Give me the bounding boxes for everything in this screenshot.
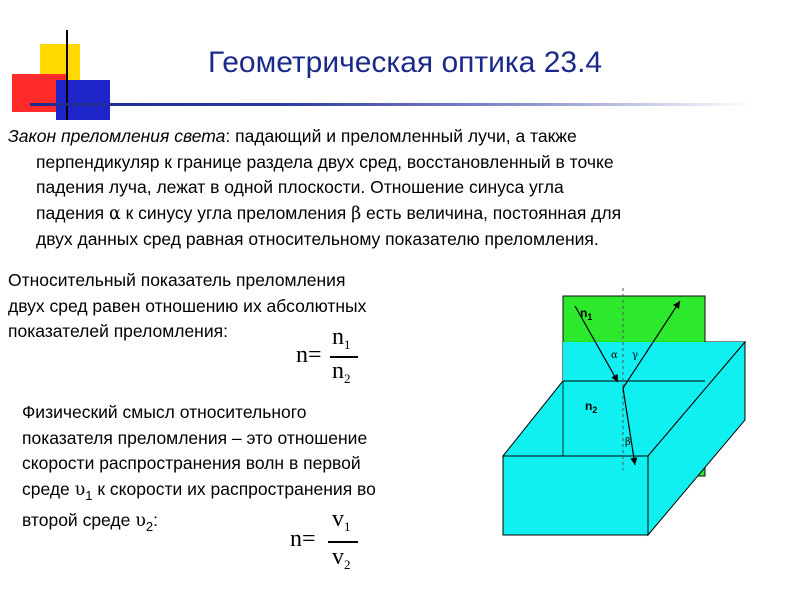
formula2-numerator: $v_1$: [332, 506, 351, 534]
label-gamma: γ: [632, 350, 638, 361]
deco-vertical-line: [66, 30, 68, 120]
title-underline: [30, 103, 752, 106]
physical-meaning-paragraph: Физический смысл относительного показателя преломления – это отношение скорости распространения волн в первой среде $\upsilon_1$ к скорости их распространения во второй среде $\upsilon_2$:: [22, 402, 376, 534]
alpha-symbol: α: [108, 203, 121, 224]
formula2-denominator: $v_2$: [332, 544, 351, 572]
block-front-face: [503, 456, 648, 535]
label-n2: $n_2$: [585, 399, 598, 415]
upsilon1-symbol: υ: [74, 479, 86, 500]
para1-line1: Закон преломления света: падающий и преломленный лучи, а также: [8, 126, 577, 146]
label-beta: β: [625, 437, 631, 448]
formula-n-ratio: [296, 326, 366, 388]
para1-line5: двух данных сред равная относительному показателю преломления.: [36, 229, 599, 249]
para1-line4: падения α к синусу угла преломления β есть величина, постоянная для: [36, 202, 622, 224]
para1-line2: перпендикуляр к границе раздела двух сред, восстановленный в точке: [36, 151, 614, 172]
formula1-lhs: n=: [296, 342, 322, 368]
page-title: Геометрическая оптика 23.4: [208, 46, 603, 79]
deco-blue-square: [56, 80, 110, 120]
label-n1: $n_1$: [580, 306, 593, 322]
law-term: Закон преломления света: [8, 126, 226, 146]
formula1-denominator: $n_2$: [332, 358, 351, 386]
refraction-diagram: [480, 276, 780, 546]
para1-line3: падения луча, лежат в одной плоскости. Отношение синуса угла: [36, 177, 564, 197]
relative-index-paragraph: Относительный показатель преломления двух сред равен отношению их абсолютных показателей преломления:: [8, 270, 367, 341]
formula2-fraction-bar: [328, 541, 358, 543]
label-alpha: α: [611, 350, 618, 361]
formula-v-ratio: [290, 508, 370, 580]
beta-symbol: β: [351, 203, 362, 224]
refraction-law-paragraph: [8, 124, 778, 253]
upsilon2-symbol: υ: [135, 511, 146, 531]
formula1-numerator: $n_1$: [332, 324, 351, 352]
formula2-lhs: n=: [290, 526, 316, 552]
